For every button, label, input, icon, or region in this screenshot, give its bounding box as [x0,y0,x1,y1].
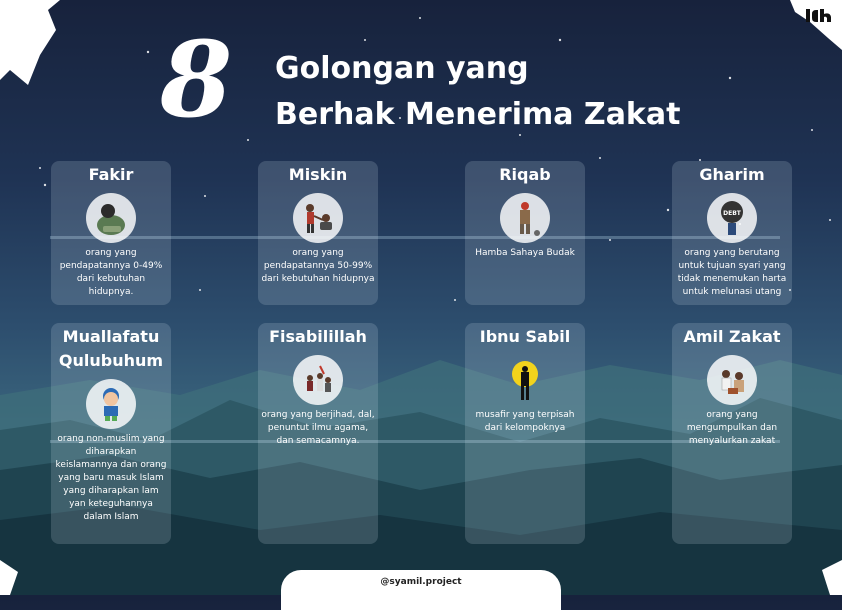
card-description: orang yang pendapatannya 0-49% dari kebutuhan hidupnya. [59,248,163,297]
chained-slave-icon [500,193,550,243]
footer-banner [281,570,561,610]
card-title: Muallafatu Qulubuhum [58,327,164,370]
card-description: orang yang pendapatannya 50-99% dari kebutuhan hidupnya [261,248,375,284]
card-fisabilillah [258,323,378,544]
card-fakir [51,161,171,305]
card-title: Fakir [88,165,134,184]
card-title: Fisabilillah [269,327,367,346]
big-number-eight: 8 [160,18,233,141]
boy-convert-icon [86,379,136,429]
helping-hand-icon [293,193,343,243]
card-title: Miskin [288,165,348,184]
debt-label: DEBT [723,210,741,217]
card-description: orang non-muslim yang diharapkan keislamannya dan orang yang baru masuk Islam yang diharapkan lam yan keteguhannya dalam Islam [55,434,167,522]
card-ibnu-sabil [465,323,585,544]
card-description: orang yang mengumpulkan dan menyalurkan zakat [686,410,778,446]
card-description: Hamba Sahaya Budak [475,248,575,258]
card-miskin [258,161,378,305]
card-description: orang yang berutang untuk tujuan syari yang tidak menemukan harta untuk melunasi utang [677,248,787,297]
card-muallafatu-qulubuhum [51,323,171,544]
card-title: Ibnu Sabil [479,327,571,346]
page-title-line1: Golongan yang [275,51,529,86]
card-title: Gharim [699,165,765,184]
card-description: musafir yang terpisah dari kelompoknya [475,410,575,433]
zakat-collector-icon [707,355,757,405]
brand-logo-icon [804,6,834,24]
card-riqab [465,161,585,305]
card-amil-zakat [672,323,792,544]
card-title: Riqab [499,165,551,184]
card-gharim [672,161,792,305]
debt-burden-icon [707,193,757,243]
card-description: orang yang berjihad, dal, penuntut ilmu agama, dan semacamnya. [261,410,375,446]
sitting-sad-person-icon [86,193,136,243]
page-title-line2: Berhak Menerima Zakat [275,97,681,132]
traveler-silhouette-icon [500,355,550,405]
brand-handle: @syamil.project [380,577,462,587]
card-title: Amil Zakat [683,327,781,346]
warriors-icon [293,355,343,405]
